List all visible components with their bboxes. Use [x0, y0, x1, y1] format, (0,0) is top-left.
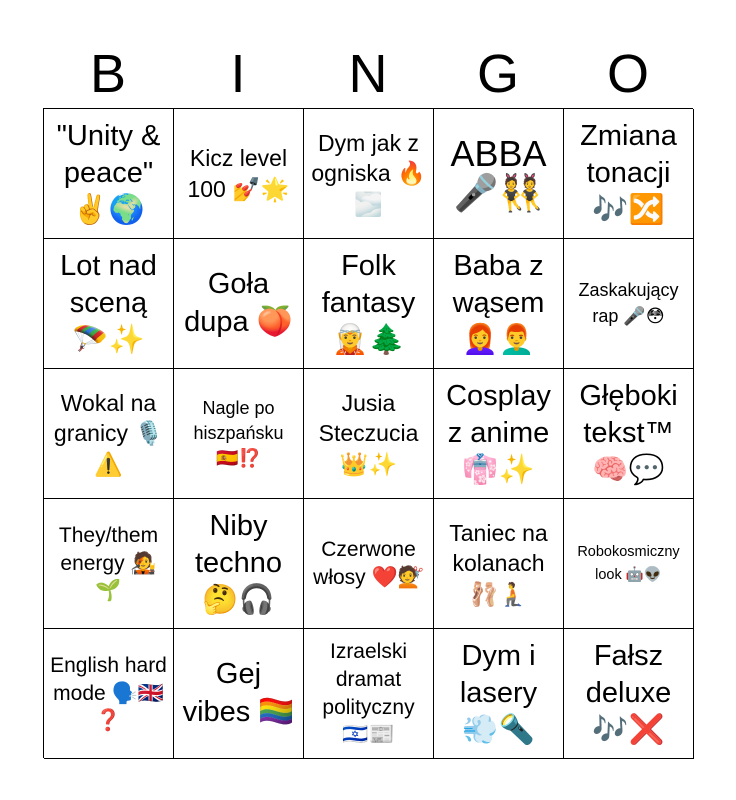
cell-text: Izraelski dramat polityczny 🇮🇱📰: [322, 640, 415, 747]
bingo-cell-2-5[interactable]: [564, 239, 694, 369]
bingo-cell-1-3[interactable]: [304, 109, 434, 239]
bingo-cell-1-1[interactable]: [44, 109, 174, 239]
bingo-cell-2-3[interactable]: [304, 239, 434, 369]
cell-text: Cosplay z anime 👘✨: [446, 379, 551, 487]
bingo-cell-2-4[interactable]: [434, 239, 564, 369]
header-letter-b: B: [89, 44, 127, 104]
cell-text: English hard mode 🗣️🇬🇧❓: [50, 653, 167, 733]
bingo-cell-3-1[interactable]: [44, 369, 174, 499]
bingo-cell-1-4[interactable]: [434, 109, 564, 239]
cell-text: ABBA 🎤👯: [450, 132, 547, 213]
cell-text: Taniec na kolanach 🩰🧎: [449, 519, 548, 607]
cell-text: Robokosmiczny look 🤖👽: [577, 544, 680, 583]
cell-text: Zaskakujący rap 🎤😳: [578, 280, 679, 326]
cell-text: Wokal na granicy 🎙️⚠️: [53, 389, 164, 477]
cell-text: Nagle po hiszpańsku 🇪🇸⁉️: [193, 397, 284, 469]
cell-text: Zmiana tonacji 🎶🔀: [580, 119, 677, 227]
bingo-cell-4-2[interactable]: [174, 499, 304, 629]
cell-text: Dym i lasery 💨🔦: [459, 639, 538, 747]
bingo-cell-2-2[interactable]: [174, 239, 304, 369]
bingo-cell-3-5[interactable]: [564, 369, 694, 499]
bingo-cell-5-1[interactable]: [44, 629, 174, 759]
cell-text: They/them energy 🧑‍🎤🌱: [58, 523, 159, 603]
bingo-cell-4-4[interactable]: [434, 499, 564, 629]
cell-text: Kicz level 100 💅🌟: [187, 145, 290, 202]
cell-text: Folk fantasy 🧝🌲: [321, 249, 416, 357]
bingo-cell-5-3[interactable]: [304, 629, 434, 759]
cell-text: Głęboki tekst™ 🧠💬: [579, 379, 678, 487]
bingo-cell-2-1[interactable]: [44, 239, 174, 369]
bingo-cell-4-5[interactable]: [564, 499, 694, 629]
header-letter-n: N: [348, 44, 388, 104]
cell-text: Jusia Steczucia 👑✨: [318, 389, 419, 477]
cell-text: Niby techno 🤔🎧: [194, 509, 283, 617]
bingo-cell-3-4[interactable]: [434, 369, 564, 499]
bingo-cell-3-2[interactable]: [174, 369, 304, 499]
bingo-cell-5-4[interactable]: [434, 629, 564, 759]
cell-text: Goła dupa 🍑: [184, 268, 293, 338]
cell-text: Dym jak z ogniska 🔥🌫️: [311, 129, 426, 217]
bingo-cell-4-1[interactable]: [44, 499, 174, 629]
header-letter-g: G: [476, 44, 519, 104]
bingo-cell-3-3[interactable]: [304, 369, 434, 499]
bingo-cell-1-5[interactable]: [564, 109, 694, 239]
bingo-cell-5-5[interactable]: [564, 629, 694, 759]
cell-text: Czerwone włosy ❤️💇: [313, 537, 424, 589]
cell-text: Lot nad sceną 🪂✨: [60, 249, 157, 357]
bingo-cell-1-2[interactable]: [174, 109, 304, 239]
bingo-header: [43, 40, 693, 108]
bingo-cell-4-3[interactable]: [304, 499, 434, 629]
cell-text: "Unity & peace" ✌️🌍: [56, 119, 161, 227]
header-letter-o: O: [606, 44, 649, 104]
cell-text: Baba z wąsem 👩‍🦰👨‍🦰: [452, 249, 545, 357]
header-letter-i: I: [230, 44, 246, 104]
cell-text: Gej vibes 🏳️‍🌈: [182, 658, 295, 728]
bingo-board: [43, 108, 693, 758]
cell-text: Fałsz deluxe 🎶❌: [585, 639, 672, 747]
bingo-cell-5-2[interactable]: [174, 629, 304, 759]
